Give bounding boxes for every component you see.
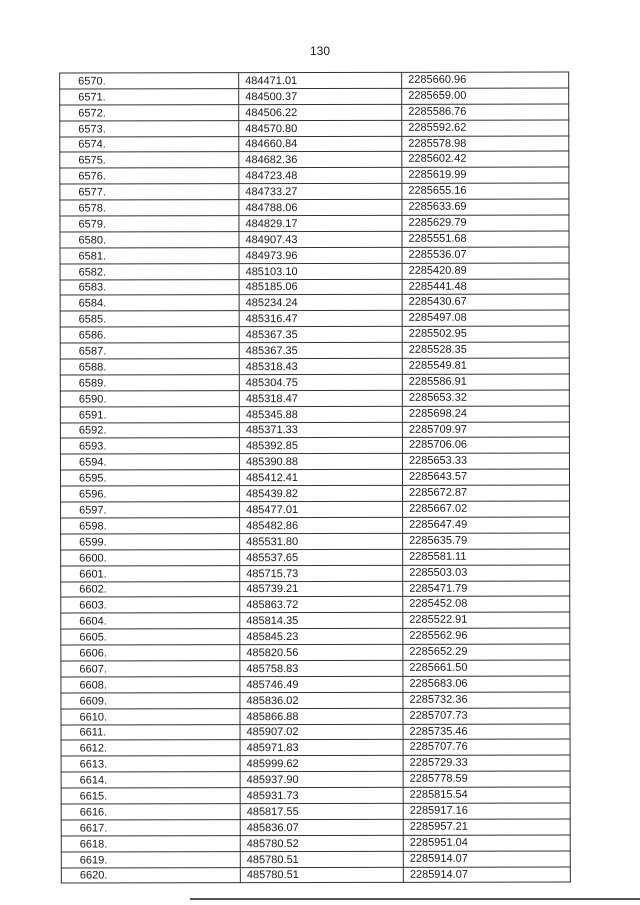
- northing-cell: 2285709.97: [402, 422, 569, 438]
- easting-cell: 484660.84: [239, 136, 402, 152]
- easting-cell: 485836.02: [240, 692, 403, 708]
- table-row: [60, 136, 569, 153]
- point-number-cell: 6591.: [60, 406, 239, 422]
- easting-cell: 485371.33: [239, 422, 402, 438]
- northing-cell: 2285914.07: [403, 851, 570, 867]
- point-number-cell: 6600.: [61, 549, 240, 565]
- northing-cell: 2285633.69: [402, 199, 569, 215]
- point-number-cell: 6619.: [61, 851, 240, 867]
- easting-cell: 485866.88: [240, 708, 403, 724]
- point-number-cell: 6594.: [60, 454, 239, 470]
- easting-cell: 485715.73: [240, 565, 403, 581]
- table-row: [60, 342, 569, 359]
- table-row: [61, 580, 570, 597]
- easting-cell: 485537.65: [240, 549, 403, 565]
- northing-cell: 2285653.33: [402, 453, 569, 469]
- northing-cell: 2285815.54: [403, 787, 570, 803]
- table-row: [61, 723, 570, 740]
- northing-cell: 2285707.73: [403, 708, 570, 724]
- table-row: [60, 294, 569, 311]
- northing-cell: 2285581.11: [403, 549, 570, 565]
- point-number-cell: 6573.: [60, 120, 239, 136]
- easting-cell: 484500.37: [239, 88, 402, 104]
- northing-cell: 2285667.02: [403, 501, 570, 517]
- northing-cell: 2285655.16: [402, 183, 569, 199]
- table-row: [61, 755, 570, 772]
- point-number-cell: 6581.: [60, 247, 239, 263]
- point-number-cell: 6612.: [61, 740, 240, 756]
- easting-cell: 485780.52: [240, 835, 403, 851]
- point-number-cell: 6578.: [60, 200, 239, 216]
- northing-cell: 2285647.49: [403, 517, 570, 533]
- easting-cell: 485820.56: [240, 644, 403, 660]
- easting-cell: 485367.35: [239, 327, 402, 343]
- point-number-cell: 6610.: [61, 708, 240, 724]
- point-number-cell: 6607.: [61, 661, 240, 677]
- table-row: [61, 596, 570, 613]
- point-number-cell: 6572.: [60, 104, 239, 120]
- northing-cell: 2285951.04: [403, 835, 570, 851]
- easting-cell: 485482.86: [240, 517, 403, 533]
- northing-cell: 2285914.07: [403, 866, 570, 882]
- coordinate-table: [59, 71, 571, 883]
- table-row: [60, 231, 569, 248]
- point-number-cell: 6584.: [60, 295, 239, 311]
- northing-cell: 2285653.32: [402, 390, 569, 406]
- northing-cell: 2285652.29: [403, 644, 570, 660]
- point-number-cell: 6589.: [60, 375, 239, 391]
- point-number-cell: 6611.: [61, 724, 240, 740]
- easting-cell: 485907.02: [240, 724, 403, 740]
- northing-cell: 2285578.98: [402, 136, 569, 152]
- northing-cell: 2285957.21: [403, 819, 570, 835]
- table-row: [60, 167, 569, 184]
- northing-cell: 2285592.62: [402, 120, 569, 136]
- northing-cell: 2285629.79: [402, 215, 569, 231]
- table-row: [61, 660, 570, 677]
- easting-cell: 485814.35: [240, 613, 403, 629]
- table-row: [60, 390, 569, 407]
- easting-cell: 485999.62: [240, 756, 403, 772]
- northing-cell: 2285659.00: [402, 88, 569, 104]
- coordinate-table-body: [60, 72, 571, 883]
- northing-cell: 2285706.06: [402, 437, 569, 453]
- point-number-cell: 6588.: [60, 359, 239, 375]
- northing-cell: 2285660.96: [402, 72, 569, 88]
- easting-cell: 485103.10: [239, 263, 402, 279]
- northing-cell: 2285562.96: [403, 628, 570, 644]
- easting-cell: 485937.90: [240, 772, 403, 788]
- easting-cell: 485931.73: [240, 787, 403, 803]
- table-row: [60, 453, 569, 470]
- northing-cell: 2285420.89: [402, 263, 569, 279]
- table-row: [61, 612, 570, 629]
- table-row: [61, 771, 570, 788]
- table-row: [61, 533, 570, 550]
- northing-cell: 2285729.33: [403, 755, 570, 771]
- table-row: [61, 517, 570, 534]
- table-row: [61, 501, 570, 518]
- northing-cell: 2285778.59: [403, 771, 570, 787]
- point-number-cell: 6613.: [61, 756, 240, 772]
- table-row: [61, 644, 570, 661]
- easting-cell: 485345.88: [239, 406, 402, 422]
- easting-cell: 485477.01: [240, 501, 403, 517]
- table-row: [60, 247, 569, 264]
- point-number-cell: 6616.: [61, 804, 240, 820]
- northing-cell: 2285502.95: [402, 326, 569, 342]
- point-number-cell: 6577.: [60, 184, 239, 200]
- table-row: [61, 835, 570, 852]
- point-number-cell: 6595.: [60, 470, 239, 486]
- table-row: [60, 406, 569, 423]
- northing-cell: 2285471.79: [403, 580, 570, 596]
- point-number-cell: 6593.: [60, 438, 239, 454]
- point-number-cell: 6615.: [61, 788, 240, 804]
- easting-cell: 485304.75: [239, 374, 402, 390]
- point-number-cell: 6580.: [60, 232, 239, 248]
- point-number-cell: 6608.: [61, 677, 240, 693]
- point-number-cell: 6602.: [61, 581, 240, 597]
- table-row: [61, 851, 570, 868]
- easting-cell: 485739.21: [240, 581, 403, 597]
- easting-cell: 484829.17: [239, 215, 402, 231]
- northing-cell: 2285917.16: [403, 803, 570, 819]
- easting-cell: 485836.07: [240, 819, 403, 835]
- northing-cell: 2285602.42: [402, 151, 569, 167]
- easting-cell: 485863.72: [240, 597, 403, 613]
- table-row: [60, 263, 569, 280]
- easting-cell: 485845.23: [240, 628, 403, 644]
- easting-cell: 485531.80: [240, 533, 403, 549]
- northing-cell: 2285707.76: [403, 739, 570, 755]
- easting-cell: 485318.47: [239, 390, 402, 406]
- point-number-cell: 6603.: [61, 597, 240, 613]
- northing-cell: 2285586.76: [402, 104, 569, 120]
- easting-cell: 484682.36: [239, 152, 402, 168]
- table-row: [60, 469, 569, 486]
- table-row: [61, 739, 570, 756]
- northing-cell: 2285522.91: [403, 612, 570, 628]
- northing-cell: 2285732.36: [403, 692, 570, 708]
- point-number-cell: 6576.: [60, 168, 239, 184]
- point-number-cell: 6582.: [60, 263, 239, 279]
- table-row: [61, 708, 570, 725]
- point-number-cell: 6587.: [60, 343, 239, 359]
- easting-cell: 485780.51: [240, 851, 403, 867]
- table-row: [61, 819, 570, 836]
- easting-cell: 485780.51: [240, 867, 403, 883]
- table-row: [61, 676, 570, 693]
- point-number-cell: 6585.: [60, 311, 239, 327]
- point-number-cell: 6599.: [61, 533, 240, 549]
- point-number-cell: 6620.: [61, 867, 240, 883]
- easting-cell: 484570.80: [239, 120, 402, 136]
- table-row: [61, 549, 570, 566]
- easting-cell: 484506.22: [239, 104, 402, 120]
- point-number-cell: 6574.: [60, 136, 239, 152]
- northing-cell: 2285528.35: [402, 342, 569, 358]
- easting-cell: 485817.55: [240, 803, 403, 819]
- point-number-cell: 6571.: [60, 89, 239, 105]
- easting-cell: 485439.82: [240, 485, 403, 501]
- northing-cell: 2285452.08: [403, 596, 570, 612]
- easting-cell: 484907.43: [239, 231, 402, 247]
- table-row: [60, 151, 569, 168]
- table-row: [60, 279, 569, 296]
- point-number-cell: 6609.: [61, 692, 240, 708]
- point-number-cell: 6590.: [60, 390, 239, 406]
- point-number-cell: 6596.: [61, 486, 240, 502]
- northing-cell: 2285536.07: [402, 247, 569, 263]
- table-row: [61, 485, 570, 502]
- point-number-cell: 6614.: [61, 772, 240, 788]
- point-number-cell: 6606.: [61, 645, 240, 661]
- table-row: [60, 374, 569, 391]
- table-row: [60, 215, 569, 232]
- table-row: [60, 88, 569, 105]
- scan-edge-line: [190, 898, 640, 900]
- point-number-cell: 6598.: [61, 518, 240, 534]
- northing-cell: 2285698.24: [402, 406, 569, 422]
- northing-cell: 2285441.48: [402, 279, 569, 295]
- easting-cell: 485412.41: [239, 470, 402, 486]
- table-row: [60, 120, 569, 137]
- easting-cell: 485758.83: [240, 660, 403, 676]
- easting-cell: 484733.27: [239, 184, 402, 200]
- northing-cell: 2285430.67: [402, 294, 569, 310]
- point-number-cell: 6618.: [61, 835, 240, 851]
- easting-cell: 485185.06: [239, 279, 402, 295]
- point-number-cell: 6570.: [60, 73, 239, 89]
- easting-cell: 485318.43: [239, 358, 402, 374]
- table-row: [61, 787, 570, 804]
- northing-cell: 2285503.03: [403, 565, 570, 581]
- northing-cell: 2285497.08: [402, 310, 569, 326]
- point-number-cell: 6604.: [61, 613, 240, 629]
- table-row: [60, 104, 569, 121]
- table-row: [60, 310, 569, 327]
- point-number-cell: 6617.: [61, 820, 240, 836]
- table-row: [60, 358, 569, 375]
- point-number-cell: 6592.: [60, 422, 239, 438]
- table-row: [60, 422, 569, 439]
- page-number: 130: [309, 44, 331, 58]
- northing-cell: 2285586.91: [402, 374, 569, 390]
- table-row: [61, 628, 570, 645]
- point-number-cell: 6601.: [61, 565, 240, 581]
- northing-cell: 2285619.99: [402, 167, 569, 183]
- easting-cell: 484973.96: [239, 247, 402, 263]
- northing-cell: 2285672.87: [403, 485, 570, 501]
- northing-cell: 2285549.81: [402, 358, 569, 374]
- easting-cell: 484471.01: [239, 72, 402, 88]
- table-row: [61, 692, 570, 709]
- northing-cell: 2285551.68: [402, 231, 569, 247]
- northing-cell: 2285683.06: [403, 676, 570, 692]
- point-number-cell: 6575.: [60, 152, 239, 168]
- easting-cell: 485367.35: [239, 342, 402, 358]
- table-row: [60, 183, 569, 200]
- table-row: [61, 565, 570, 582]
- northing-cell: 2285735.46: [403, 723, 570, 739]
- point-number-cell: 6579.: [60, 216, 239, 232]
- point-number-cell: 6597.: [61, 502, 240, 518]
- easting-cell: 485971.83: [240, 740, 403, 756]
- point-number-cell: 6583.: [60, 279, 239, 295]
- table-row: [61, 803, 570, 820]
- easting-cell: 485316.47: [239, 311, 402, 327]
- easting-cell: 485392.85: [239, 438, 402, 454]
- easting-cell: 485746.49: [240, 676, 403, 692]
- easting-cell: 484723.48: [239, 168, 402, 184]
- table-row: [60, 72, 569, 89]
- northing-cell: 2285643.57: [402, 469, 569, 485]
- point-number-cell: 6605.: [61, 629, 240, 645]
- northing-cell: 2285635.79: [403, 533, 570, 549]
- table-row: [60, 199, 569, 216]
- easting-cell: 485234.24: [239, 295, 402, 311]
- point-number-cell: 6586.: [60, 327, 239, 343]
- table-row: [60, 326, 569, 343]
- easting-cell: 485390.88: [239, 454, 402, 470]
- northing-cell: 2285661.50: [403, 660, 570, 676]
- table-row: [60, 437, 569, 454]
- easting-cell: 484788.06: [239, 199, 402, 215]
- table-row: [61, 866, 570, 883]
